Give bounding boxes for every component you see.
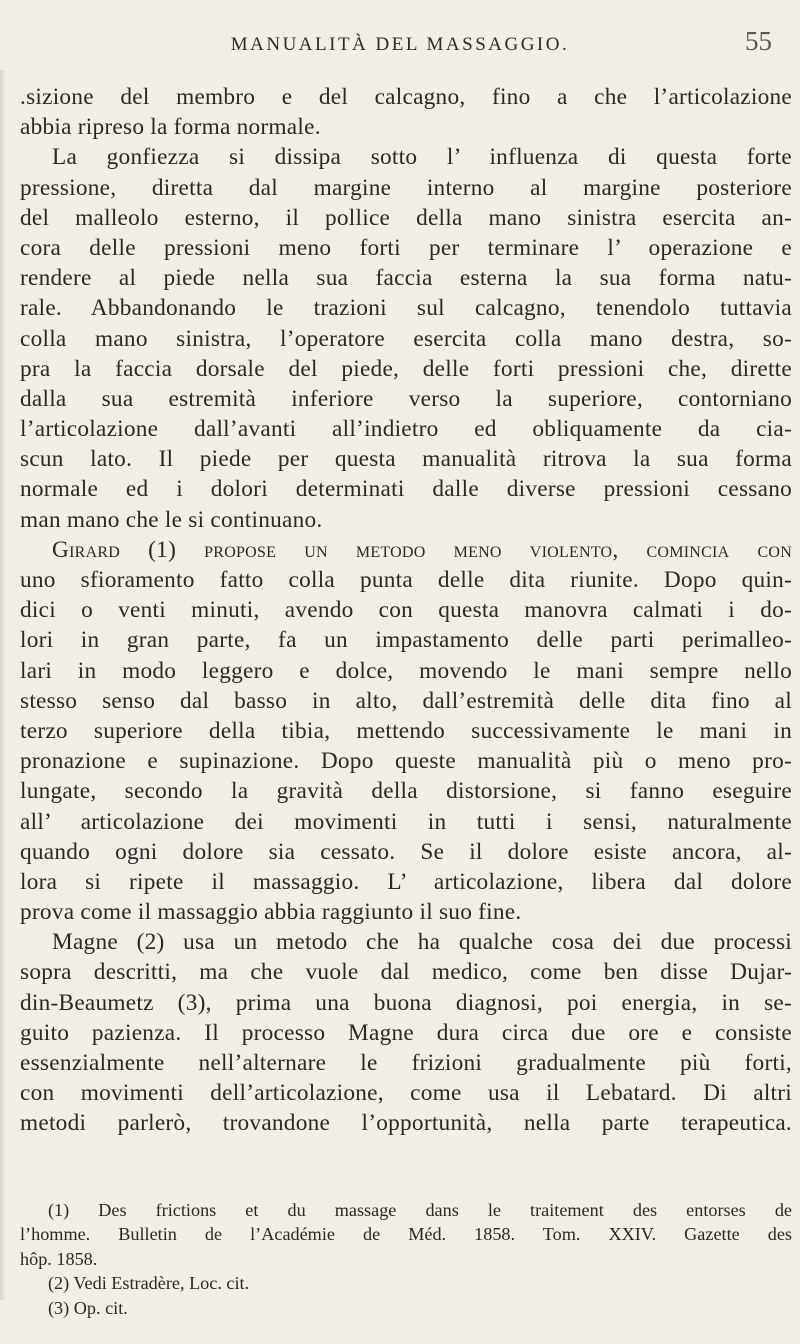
text-line: man mano che le si continuano. bbox=[20, 506, 323, 533]
page-number: 55 bbox=[745, 26, 772, 56]
text-line: quando ogni dolore sia cessato. Se il dolore esiste ancora, al- bbox=[20, 838, 792, 865]
footnotes bbox=[20, 1198, 792, 1320]
text-line: pronazione e supinazione. Dopo queste manualità più o meno pro- bbox=[20, 748, 792, 775]
footnote-line: (3) Op. cit. bbox=[48, 1297, 128, 1318]
text-line: l’articolazione dall’avanti all’indietro ed obliquamente da cia- bbox=[20, 416, 792, 443]
body-text bbox=[20, 82, 792, 1139]
text-line: sopra descritti, ma che vuole dal medico, come ben disse Dujar- bbox=[20, 959, 792, 986]
text-line: Girard (1) propose un metodo meno violento, comincia con bbox=[52, 536, 792, 563]
text-line: pra la faccia dorsale del piede, delle forti pressioni che, dirette bbox=[20, 355, 792, 382]
text-line: lari in modo leggero e dolce, movendo le mani sempre nello bbox=[20, 657, 792, 684]
footnote-line: (1) Des frictions et du massage dans le traitement des entorses de bbox=[48, 1200, 792, 1220]
text-line: pressione, diretta dal margine interno al margine posteriore bbox=[20, 174, 792, 201]
text-line: uno sfioramento fatto colla punta delle dita riunite. Dopo quin- bbox=[20, 567, 792, 593]
running-head: MANUALITÀ DEL MASSAGGIO. bbox=[230, 34, 570, 55]
text-line: prova come il massaggio abbia raggiunto il suo fine. bbox=[20, 899, 522, 926]
text-line: scun lato. Il piede per questa manualità ritrova la sua forma bbox=[20, 446, 792, 473]
text-line: del malleolo esterno, il pollice della mano sinistra esercita an- bbox=[20, 204, 792, 231]
text-line: rale. Abbandonando le trazioni sul calcagno, tenendolo tuttavia bbox=[20, 295, 792, 322]
text-line: colla mano sinistra, l’operatore esercita colla mano destra, so- bbox=[20, 325, 792, 352]
text-line: stesso senso dal basso in alto, dall’estremità delle dita fino al bbox=[20, 687, 792, 714]
page-header bbox=[0, 26, 800, 66]
text-line: lungate, secondo la gravità della distorsione, si fanno eseguire bbox=[20, 778, 792, 805]
text-line: terzo superiore della tibia, mettendo successivamente le mani in bbox=[20, 717, 792, 744]
text-line: cora delle pressioni meno forti per terminare l’ operazione e bbox=[20, 234, 792, 261]
text-line: con movimenti dell’articolazione, come usa il Lebatard. Di altri bbox=[20, 1080, 792, 1107]
text-line: Magne (2) usa un metodo che ha qualche cosa dei due processi bbox=[52, 929, 792, 956]
footnote-line: l’homme. Bulletin de l’Académie de Méd. 1858. Tom. XXIV. Gazette des bbox=[20, 1224, 792, 1245]
text-line: metodi parlerò, trovandone l’opportunità, nella parte terapeutica. bbox=[20, 1110, 792, 1137]
page-gutter-shadow bbox=[0, 70, 6, 1300]
text-line: abbia ripreso la forma normale. bbox=[20, 114, 321, 141]
text-line: .sizione del membro e del calcagno, fino a che l’articolazione bbox=[20, 84, 792, 110]
text-line: guito pazienza. Il processo Magne dura circa due ore e consiste bbox=[20, 1019, 792, 1046]
text-line: dici o venti minuti, avendo con questa manovra calmati i do- bbox=[20, 597, 792, 624]
text-line: lora si ripete il massaggio. L’ articolazione, libera dal dolore bbox=[20, 868, 792, 895]
text-line: dalla sua estremità inferiore verso la superiore, contorniano bbox=[20, 385, 792, 412]
text-line: lori in gran parte, fa un impastamento delle parti perimalleo- bbox=[20, 627, 792, 654]
text-line: La gonfiezza si dissipa sotto l’ influenza di questa forte bbox=[52, 144, 792, 171]
footnote-line: (2) Vedi Estradère, Loc. cit. bbox=[48, 1273, 250, 1294]
text-line: normale ed i dolori determinati dalle diverse pressioni cessano bbox=[20, 476, 792, 503]
text-line: essenzialmente nell’alternare le frizioni gradualmente più forti, bbox=[20, 1050, 792, 1076]
text-line: din-Beaumetz (3), prima una buona diagnosi, poi energia, in se- bbox=[20, 989, 792, 1016]
text-line: rendere al piede nella sua faccia esterna la sua forma natu- bbox=[20, 265, 792, 292]
text-line: all’ articolazione dei movimenti in tutti i sensi, naturalmente bbox=[20, 808, 792, 835]
footnote-line: hôp. 1858. bbox=[20, 1248, 98, 1269]
